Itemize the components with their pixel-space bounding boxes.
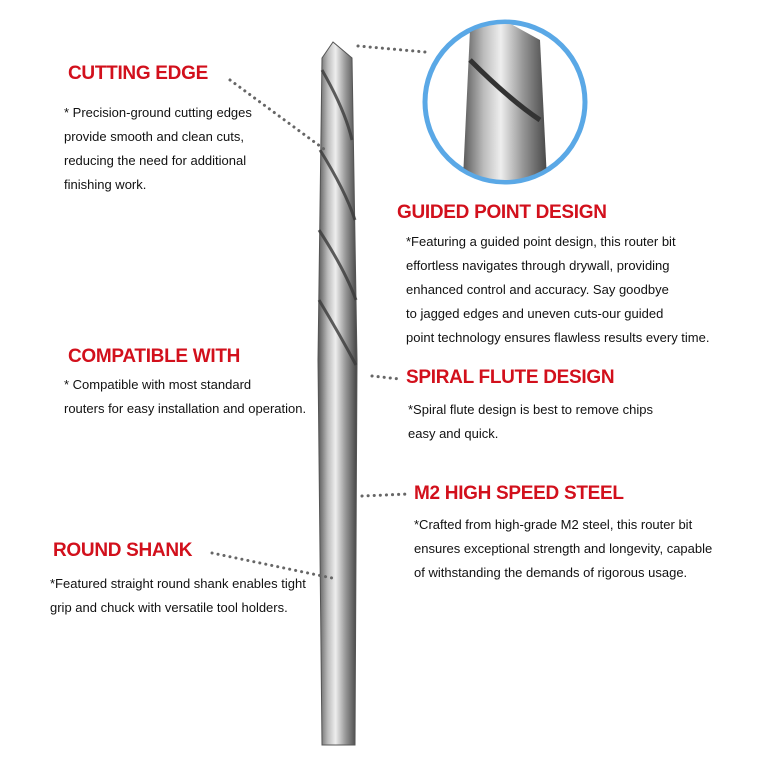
text-line: * Compatible with most standard	[64, 377, 252, 392]
guided-point-title: GUIDED POINT DESIGN	[397, 202, 607, 223]
text-line: grip and chuck with versatile tool holders.	[50, 600, 288, 615]
text-line: effortless navigates through drywall, providing	[406, 258, 670, 273]
text-line: easy and quick.	[408, 426, 499, 441]
spiral-flute-title: SPIRAL FLUTE DESIGN	[406, 367, 615, 388]
text-line: routers for easy installation and operation.	[64, 401, 307, 416]
m2-steel-text	[414, 513, 712, 585]
text-line: provide smooth and clean cuts,	[64, 129, 244, 144]
text-line: to jagged edges and uneven cuts-our guided	[406, 306, 664, 321]
text-line: *Spiral flute design is best to remove chips	[408, 402, 653, 417]
text-line: ensures exceptional strength and longevity, capable	[414, 541, 713, 556]
m2-steel-title: M2 HIGH SPEED STEEL	[414, 483, 624, 504]
compatible-title: COMPATIBLE WITH	[68, 346, 241, 367]
text-line: finishing work.	[64, 177, 147, 192]
text-line: of withstanding the demands of rigorous usage.	[414, 565, 688, 580]
text-line: *Featuring a guided point design, this router bit	[406, 234, 676, 249]
spiral-flute-text	[408, 398, 653, 446]
compatible-text	[64, 373, 306, 421]
text-line: *Crafted from high-grade M2 steel, this router bit	[414, 517, 693, 532]
text-line: point technology ensures flawless results every time.	[406, 330, 710, 345]
zoom-detail-circle	[425, 18, 585, 200]
round-shank-title: ROUND SHANK	[53, 540, 193, 561]
round-shank-text	[50, 572, 306, 620]
text-line: * Precision-ground cutting edges	[64, 105, 252, 120]
text-line: reducing the need for additional	[64, 153, 247, 168]
text-line: enhanced control and accuracy. Say goodbye	[406, 282, 669, 297]
text-line: *Featured straight round shank enables tight	[50, 576, 306, 591]
guided-point-text	[406, 230, 709, 350]
cutting-edge-text	[64, 101, 252, 197]
cutting-edge-title: CUTTING EDGE	[68, 63, 208, 84]
